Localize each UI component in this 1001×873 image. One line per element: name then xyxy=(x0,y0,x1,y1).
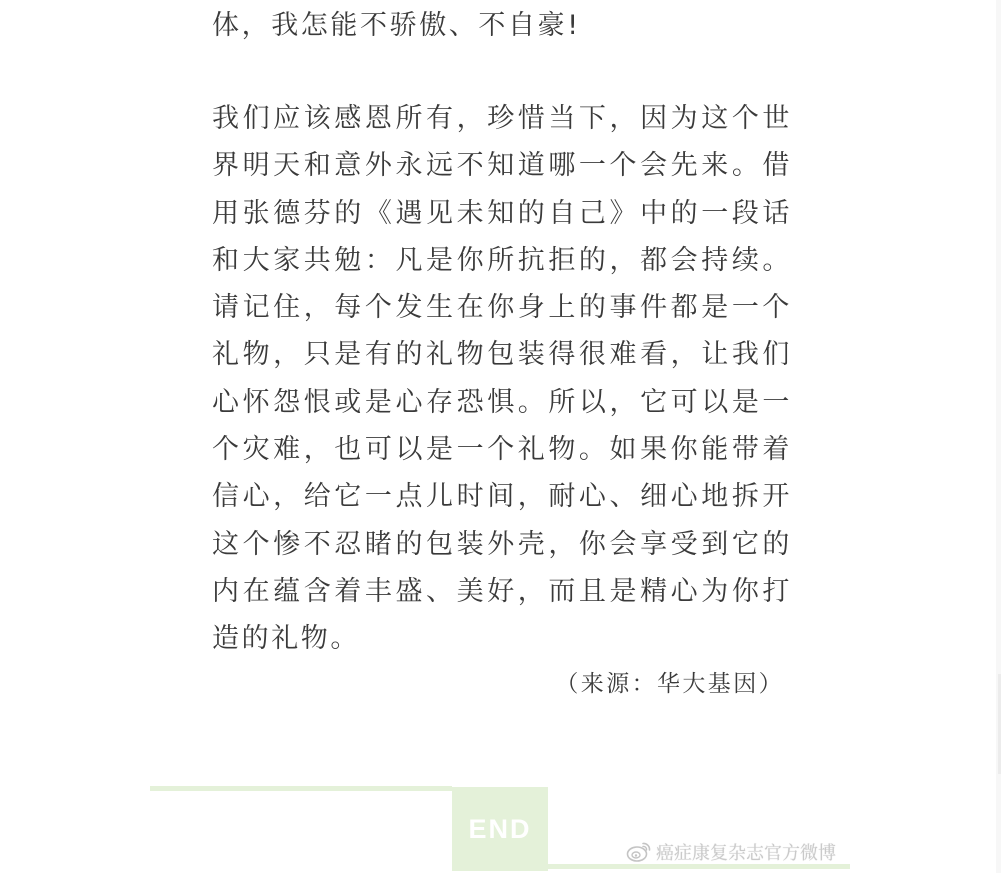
end-label: END xyxy=(468,813,532,844)
end-divider-top xyxy=(150,786,452,791)
watermark xyxy=(626,838,836,866)
article-paragraph: 体，我怎能不骄傲、不自豪! xyxy=(212,10,581,41)
weibo-icon xyxy=(626,841,652,863)
source-attribution: （来源：华大基因） xyxy=(555,671,784,697)
end-marker xyxy=(452,787,548,871)
article-paragraph: 我们应该感恩所有，珍惜当下，因为这个世界明天和意外永远不知道哪一个会先来。借用张德芬的《遇见未知的自己》中的一段话和大家共勉：凡是你所抗拒的，都会持续。请记住，每个发生在你身上的事件都是一个礼物，只是有的礼物包装得很难看，让我们心怀怨恨或是心存恐惧。所以，它可以是一个灾难，也可以是一个礼物。如果你能带着信心，给它一点儿时间，耐心、细心地拆开这个惨不忍睹的包装外壳，你会享受到它的内在蕴含着丰盛、美好，而且是精心为你打造的礼物。 xyxy=(212,103,792,655)
watermark-text: 癌症康复杂志官方微博 xyxy=(656,843,836,864)
